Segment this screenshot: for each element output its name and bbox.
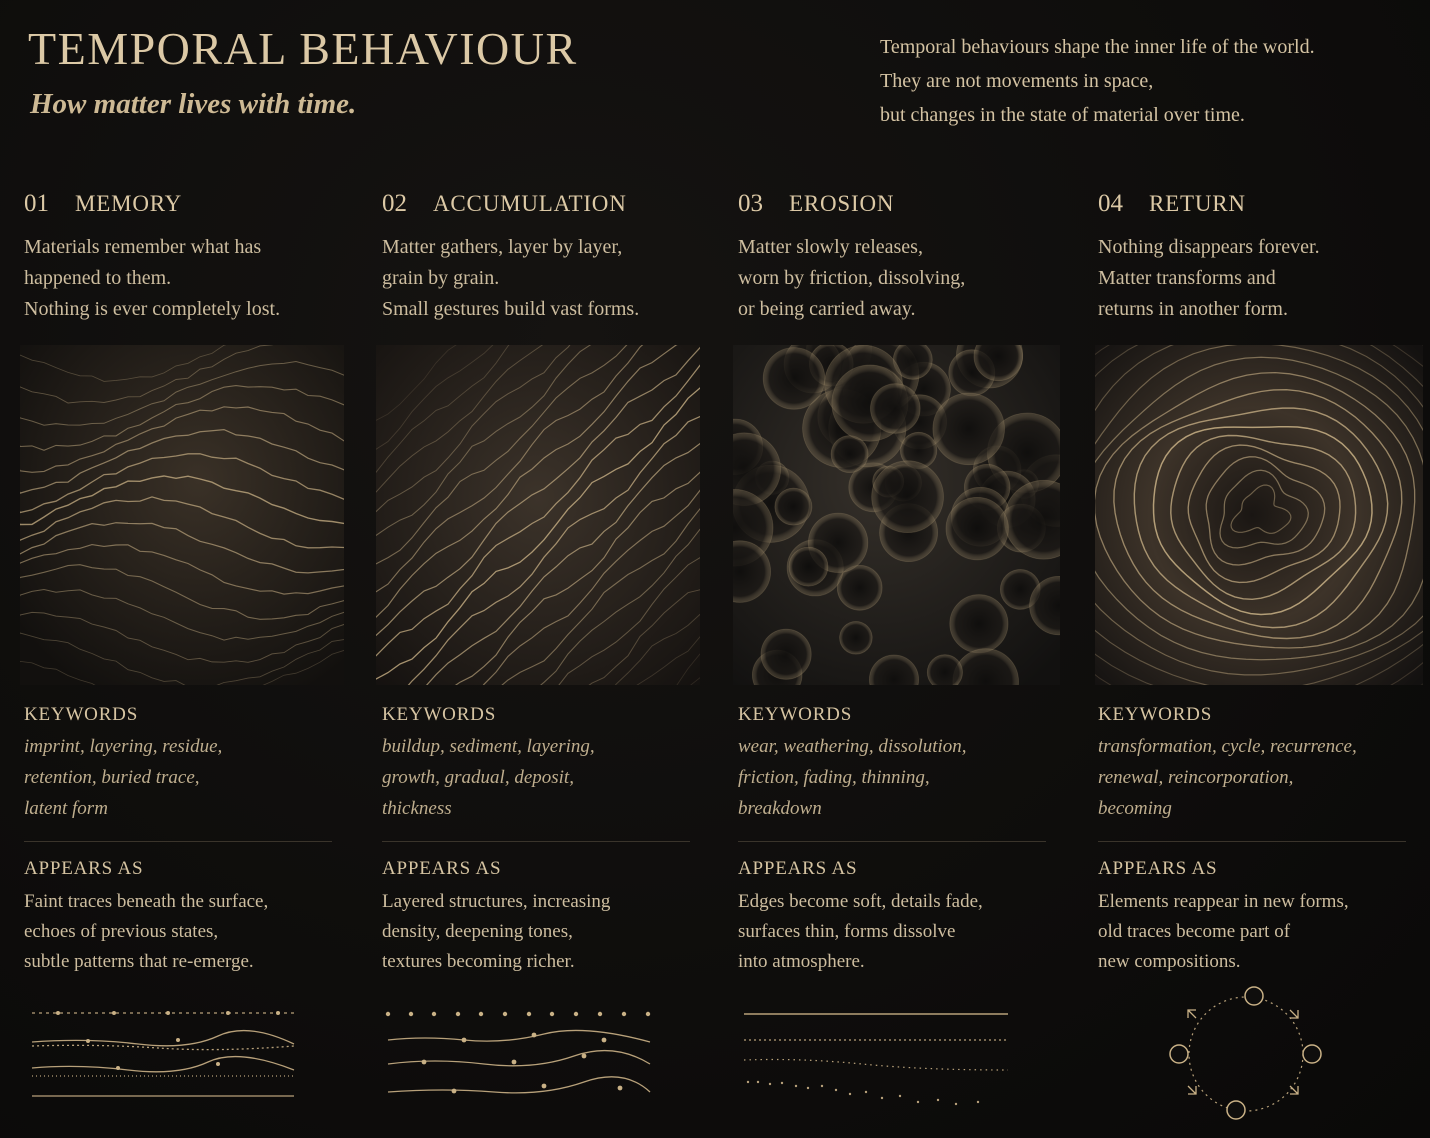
appears-as-label: APPEARS AS [1098, 858, 1218, 879]
divider [738, 841, 1046, 842]
appears-line: old traces become part of [1098, 921, 1291, 942]
column-heading [24, 190, 364, 224]
behaviour-column-erosion [738, 190, 1078, 972]
column-description [24, 232, 280, 325]
keywords-line: buildup, sediment, layering, [382, 736, 595, 757]
column-number: 04 [1098, 190, 1123, 217]
keywords-line: thickness [382, 798, 452, 819]
keywords-label: KEYWORDS [1098, 704, 1213, 725]
keywords-list [24, 731, 222, 824]
divider [382, 841, 690, 842]
column-heading [382, 190, 722, 224]
description-line: Matter gathers, layer by layer, [382, 236, 623, 258]
divider [24, 841, 332, 842]
appears-as-text [1098, 887, 1349, 977]
appears-line: into atmosphere. [738, 951, 865, 972]
appears-line: textures becoming richer. [382, 951, 575, 972]
keywords-label: KEYWORDS [738, 704, 853, 725]
column-heading [738, 190, 1078, 224]
column-number: 02 [382, 190, 407, 217]
keywords-list [382, 731, 595, 824]
appears-line: Faint traces beneath the surface, [24, 891, 269, 912]
keywords-list [1098, 731, 1357, 824]
accumulation-lines-icon [384, 1004, 654, 1104]
appears-line: density, deepening tones, [382, 921, 573, 942]
column-heading [1098, 190, 1430, 224]
description-line: happened to them. [24, 267, 172, 289]
column-description [1098, 232, 1320, 325]
memory-texture-image [20, 345, 344, 685]
appears-line: Elements reappear in new forms, [1098, 891, 1349, 912]
appears-line: subtle patterns that re-emerge. [24, 951, 254, 972]
column-number: 01 [24, 190, 49, 217]
column-title: MEMORY [75, 191, 183, 216]
keywords-line: renewal, reincorporation, [1098, 767, 1294, 788]
appears-as-label: APPEARS AS [382, 858, 502, 879]
erosion-texture-image [733, 345, 1060, 685]
intro-line: Temporal behaviours shape the inner life of the world. [880, 36, 1315, 58]
description-line: Matter transforms and [1098, 267, 1276, 289]
appears-as-text [382, 887, 610, 977]
keywords-label: KEYWORDS [24, 704, 139, 725]
column-number: 03 [738, 190, 763, 217]
keywords-line: growth, gradual, deposit, [382, 767, 574, 788]
keywords-label: KEYWORDS [382, 704, 497, 725]
column-title: EROSION [789, 191, 895, 216]
page-subtitle: How matter lives with time. [30, 88, 357, 120]
appears-line: Edges become soft, details fade, [738, 891, 983, 912]
behaviour-column-memory [24, 190, 364, 972]
column-title: ACCUMULATION [433, 191, 627, 216]
behaviour-column-return [1098, 190, 1430, 972]
description-line: Nothing is ever completely lost. [24, 298, 281, 320]
keywords-line: friction, fading, thinning, [738, 767, 930, 788]
description-line: Small gestures build vast forms. [382, 298, 640, 320]
appears-line: surfaces thin, forms dissolve [738, 921, 956, 942]
return-texture-image [1095, 345, 1423, 685]
description-line: or being carried away. [738, 298, 916, 320]
keywords-line: breakdown [738, 798, 822, 819]
column-description [738, 232, 965, 325]
keywords-list [738, 731, 967, 824]
intro-text [880, 30, 1400, 132]
cycle-icon [1166, 984, 1326, 1124]
behaviour-column-accumulation [382, 190, 722, 972]
description-line: grain by grain. [382, 267, 500, 289]
appears-line: new compositions. [1098, 951, 1241, 972]
intro-line: They are not movements in space, [880, 70, 1154, 92]
appears-as-text [738, 887, 983, 977]
keywords-line: retention, buried trace, [24, 767, 200, 788]
column-title: RETURN [1149, 191, 1246, 216]
description-line: Matter slowly releases, [738, 236, 923, 258]
appears-as-text [24, 887, 268, 977]
memory-lines-icon [28, 1000, 298, 1106]
keywords-line: wear, weathering, dissolution, [738, 736, 967, 757]
keywords-line: becoming [1098, 798, 1172, 819]
divider [1098, 841, 1406, 842]
keywords-line: imprint, layering, residue, [24, 736, 223, 757]
keywords-line: latent form [24, 798, 108, 819]
appears-line: echoes of previous states, [24, 921, 219, 942]
page-title: TEMPORAL BEHAVIOUR [28, 23, 578, 74]
appears-line: Layered structures, increasing [382, 891, 611, 912]
description-line: worn by friction, dissolving, [738, 267, 966, 289]
column-description [382, 232, 639, 325]
description-line: Materials remember what has [24, 236, 262, 258]
appears-as-label: APPEARS AS [738, 858, 858, 879]
appears-as-label: APPEARS AS [24, 858, 144, 879]
accumulation-texture-image [376, 345, 700, 685]
erosion-lines-icon [742, 1004, 1012, 1108]
keywords-line: transformation, cycle, recurrence, [1098, 736, 1357, 757]
intro-line: but changes in the state of material over time. [880, 104, 1245, 126]
description-line: returns in another form. [1098, 298, 1288, 320]
description-line: Nothing disappears forever. [1098, 236, 1320, 258]
